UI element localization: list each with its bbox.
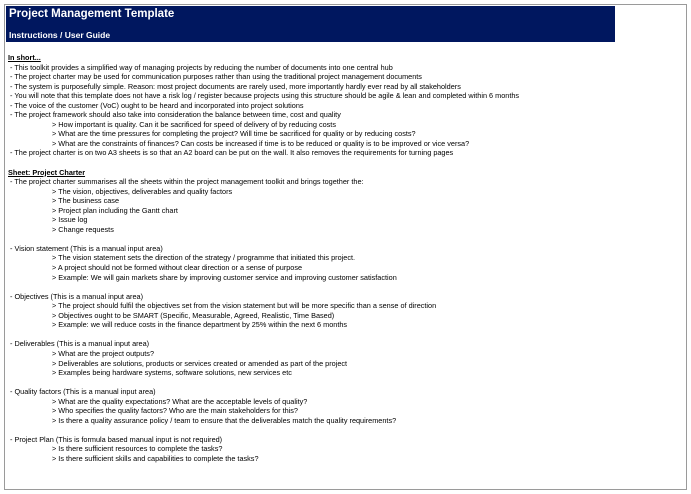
bullet-line: - The project charter summarises all the sheets within the project management toolkit and brings together the: [10, 177, 364, 187]
sub-bullet-line: > How important is quality. Can it be sacrificed for speed of delivery of by reducing costs [52, 119, 336, 129]
bullet-line: - Objectives (This is a manual input area) [10, 291, 144, 301]
bullet-line: - The project charter may be used for communication purposes rather than using the traditional project management documents [10, 72, 422, 82]
sub-bullet-line: > Project plan including the Gantt chart [52, 205, 178, 215]
section-heading: In short... [8, 53, 41, 62]
blank-line [8, 330, 678, 340]
title-banner [6, 6, 615, 42]
blank-line [8, 425, 678, 435]
sub-bullet-line: > Issue log [52, 215, 88, 225]
section-heading: Sheet: Project Charter [8, 167, 86, 177]
sub-bullet-line: > A project should not be formed without clear direction or a sense of purpose [52, 263, 303, 273]
sub-bullet-line: > Objectives ought to be SMART (Specific, Measurable, Agreed, Realistic, Time Based) [52, 310, 335, 320]
bullet-line: - Vision statement (This is a manual input area) [10, 243, 163, 253]
bullet-line: - The project framework should also take into consideration the balance between time, cost and quality [10, 110, 341, 120]
blank-line [8, 282, 678, 292]
bullet-line: - The voice of the customer (VoC) ought to be heard and incorporated into project solutions [10, 100, 304, 110]
sub-bullet-line: > Who specifies the quality factors? Who are the main stakeholders for this? [52, 406, 298, 416]
section-spacer [8, 158, 678, 168]
sub-bullet-line: > Example: we will reduce costs in the finance department by 25% within the next 6 months [52, 320, 348, 330]
sub-bullet-line: > Deliverables are solutions, products or services created or amended as part of the project [52, 358, 348, 368]
sub-bullet-line: > Is there a quality assurance policy / team to ensure that the deliverables match the quality requirements? [52, 415, 397, 425]
bullet-line: - The system is purposefully simple. Reason: most project documents are rarely used, more importantly hardly ever read by all stakeholders [10, 81, 461, 91]
sub-bullet-line: > Is there sufficient resources to complete the tasks? [52, 444, 223, 454]
bullet-line: - This toolkit provides a simplified way of managing projects by reducing the number of documents into one central hub [10, 62, 393, 72]
bullet-line: - You will note that this template does not have a risk log / register because projects using this structure should be agile & lean and completed within 6 months [10, 91, 520, 101]
sub-bullet-line: > The project should fulfil the objectives set from the vision statement but will be more specific than a sense of direction [52, 301, 437, 311]
sub-bullet-line: > What are the quality expectations? What are the acceptable levels of quality? [52, 396, 308, 406]
sub-bullet-line: > Example: We will gain markets share by improving customer service and improving customer satisfaction [52, 272, 397, 282]
sub-bullet-line: > Change requests [52, 224, 114, 234]
blank-line [8, 234, 678, 244]
bullet-line: - The project charter is on two A3 sheets is so that an A2 board can be put on the wall. It also removes the requirements for turning pages [10, 148, 454, 158]
sub-bullet-line: > What are the project outputs? [52, 348, 155, 358]
sub-bullet-line: > What are the time pressures for completing the project? Will time be sacrificed for quality or by reducing costs? [52, 129, 416, 139]
sub-bullet-line: > The vision, objectives, deliverables and quality factors [52, 186, 233, 196]
blank-line [8, 378, 678, 388]
sub-bullet-line: > Is there sufficient skills and capabilities to complete the tasks? [52, 453, 259, 463]
sub-bullet-line: > What are the constraints of finances? Can costs be increased if time is to be reduced or quality is to be improved or vice versa? [52, 138, 470, 148]
instructions-body [8, 53, 678, 464]
document-title: Project Management Template [9, 8, 175, 20]
sub-bullet-line: > Examples being hardware systems, software solutions, new services etc [52, 368, 292, 378]
sub-bullet-line: > The business case [52, 196, 119, 206]
sub-bullet-line: > The vision statement sets the direction of the strategy / programme that initiated this project. [52, 253, 356, 263]
bullet-line: - Quality factors (This is a manual input area) [10, 387, 156, 397]
document-subtitle: Instructions / User Guide [9, 30, 111, 40]
bullet-line: - Project Plan (This is formula based manual input is not required) [10, 434, 223, 444]
bullet-line: - Deliverables (This is a manual input area) [10, 339, 150, 349]
